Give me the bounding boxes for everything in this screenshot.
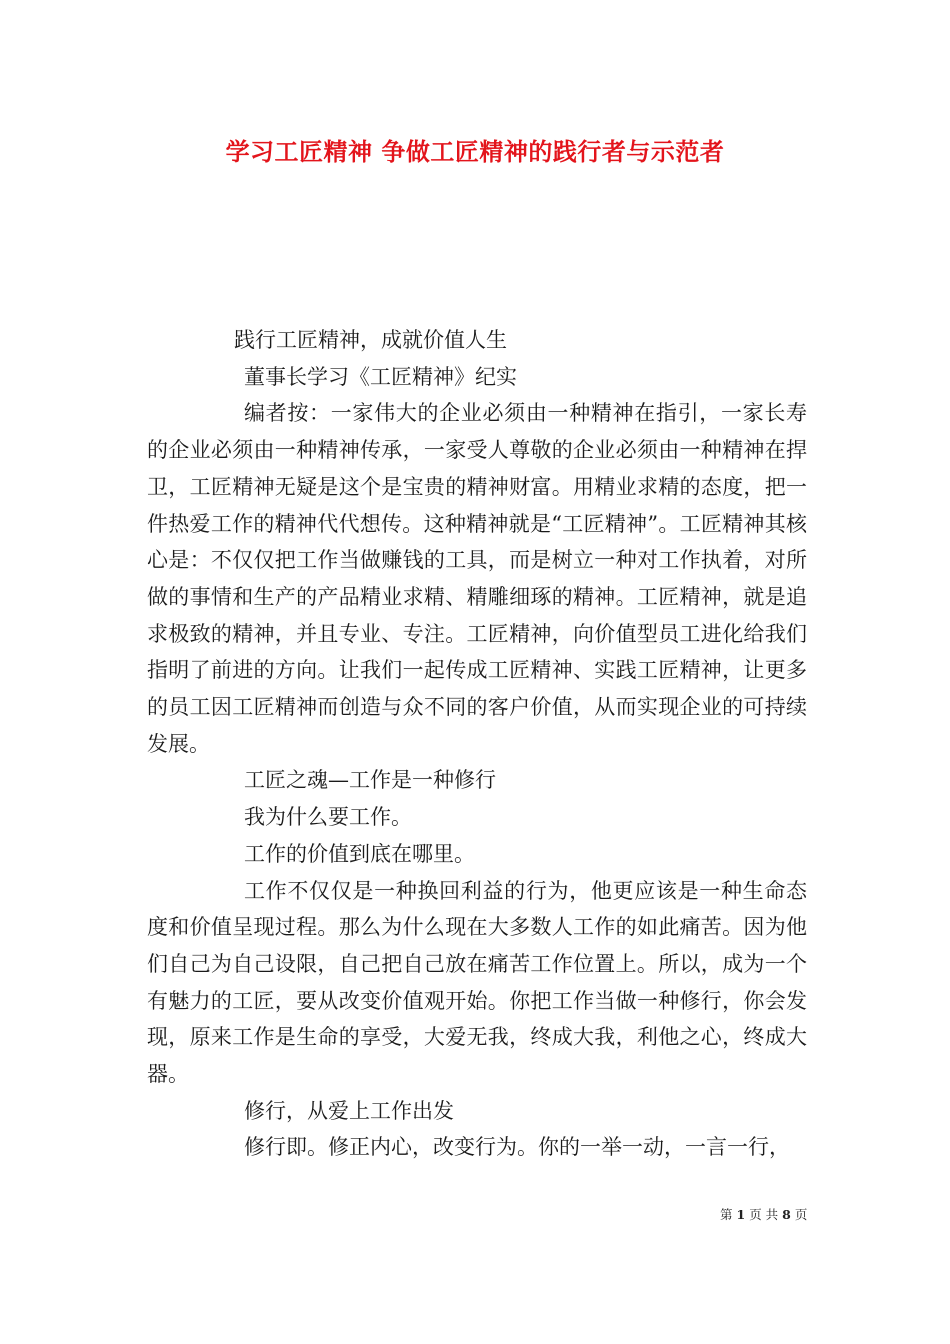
footer-suffix: 页: [794, 1207, 808, 1222]
paragraph: 编者按：一家伟大的企业必须由一种精神在指引，一家长寿的企业必须由一种精神传承，一家受人尊敬的企业必须由一种精神在捍卫，工匠精神无疑是这个是宝贵的精神财富。用精业求精的态度，把一件热爱工作的精神代代想传。这种精神就是“工匠精神”。工匠精神其核心是：不仅仅把工作当做赚钱的工具，而是树立一种对工作执着，对所做的事情和生产的产品精业求精、精雕细琢的精神。工匠精神，就是追求极致的精神，并且专业、专注。工匠精神，向价值型员工进化给我们指明了前进的方向。让我们一起传成工匠精神、实践工匠精神，让更多的员工因工匠精神而创造与众不同的客户价值，从而实现企业的可持续发展。: [147, 401, 807, 756]
paragraph-line: 工作的价值到底在哪里。: [244, 841, 475, 866]
section-heading: 修行，从爱上工作出发: [244, 1098, 454, 1123]
document-title: 学习工匠精神 争做工匠精神的践行者与示范者: [225, 138, 725, 166]
page-footer: [720, 1205, 807, 1223]
footer-page-number: 1: [736, 1207, 746, 1222]
section-heading: 工匠之魂—工作是一种修行: [244, 768, 496, 793]
paragraph: 工作不仅仅是一种换回利益的行为，他更应该是一种生命态度和价值呈现过程。那么为什么现在大多数人工作的如此痛苦。因为他们自己为自己设限，自己把自己放在痛苦工作位置上。所以，成为一个有魅力的工匠，要从改变价值观开始。你把工作当做一种修行，你会发现，原来工作是生命的享受，大爱无我，终成大我，利他之心，终成大器。: [147, 878, 807, 1087]
footer-middle: 页 共: [749, 1207, 779, 1222]
document-body: [147, 322, 807, 1166]
paragraph-line: 我为什么要工作。: [244, 805, 412, 830]
subtitle-line: 践行工匠精神，成就价值人生: [234, 328, 507, 352]
footer-total-pages: 8: [782, 1207, 791, 1222]
paragraph: 修行即。修正内心，改变行为。你的一举一动，一言一行，: [244, 1135, 790, 1160]
subtitle-line: 董事长学习《工匠精神》纪实: [244, 364, 517, 389]
footer-prefix: 第: [720, 1207, 733, 1222]
